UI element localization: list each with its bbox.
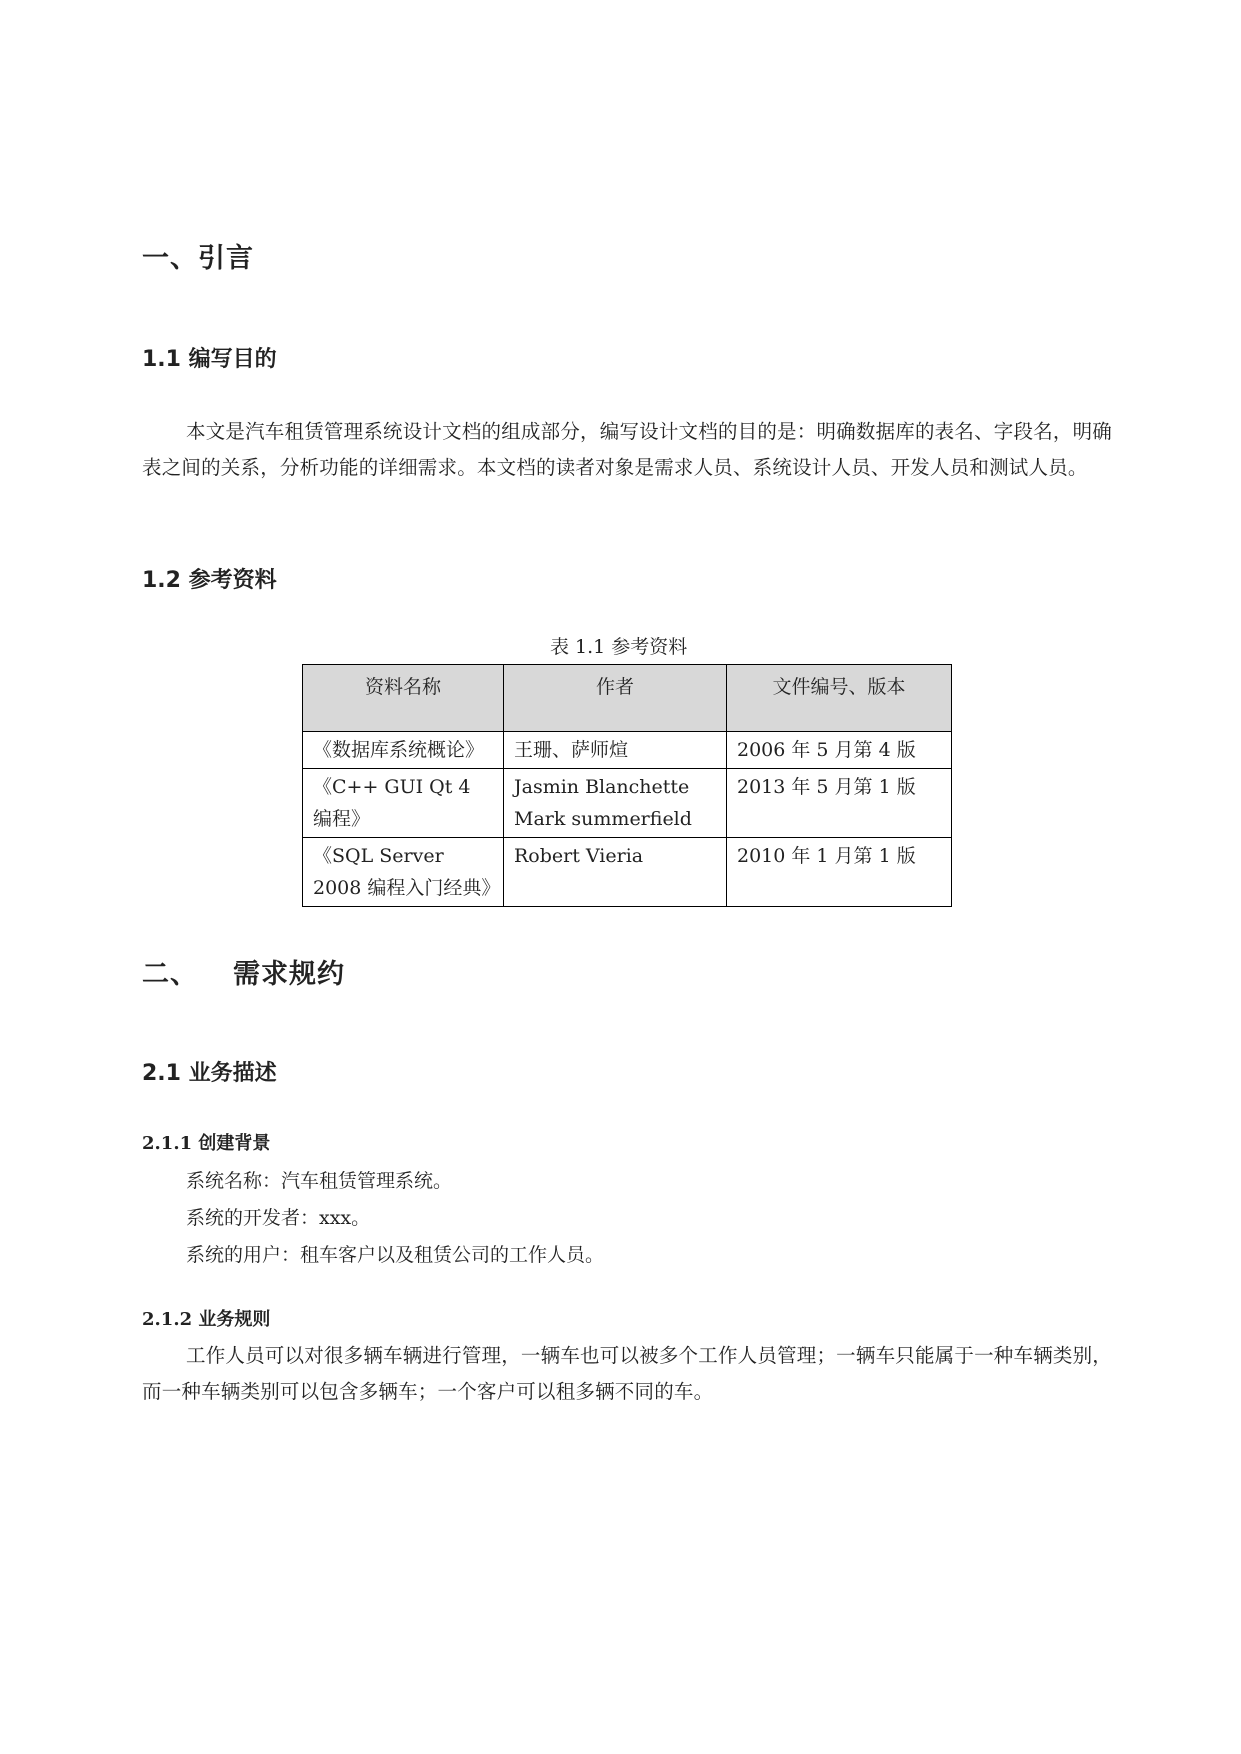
table-cell: 《C++ GUI Qt 4 编程》 (303, 769, 504, 838)
section-1-1-heading: 1.1 编写目的 (142, 347, 277, 372)
table-cell: 王珊、萨师煊 (504, 732, 727, 769)
section-2-heading: 需求规约 (233, 959, 345, 990)
table-cell: 2010 年 1 月第 1 版 (727, 838, 952, 907)
table-row (303, 838, 952, 907)
business-rules-paragraph: 工作人员可以对很多辆车辆进行管理，一辆车也可以被多个工作人员管理；一辆车只能属于一种车辆类别，而一种车辆类别可以包含多辆车；一个客户可以租多辆不同的车。 (142, 1344, 1112, 1403)
header-cell: 资料名称 (303, 665, 504, 732)
table-cell: 《数据库系统概论》 (303, 732, 504, 769)
background-line: 系统名称：汽车租赁管理系统。 (186, 1170, 453, 1192)
table-cell: Robert Vieria (504, 838, 727, 907)
reference-table (302, 664, 952, 907)
background-line: 系统的开发者：xxx。 (186, 1207, 371, 1229)
table-cell: Jasmin Blanchette Mark summerfield (504, 769, 727, 838)
table-row (303, 769, 952, 838)
background-line: 系统的用户：租车客户以及租赁公司的工作人员。 (186, 1244, 605, 1266)
header-cell: 作者 (504, 665, 727, 732)
table-cell: 2006 年 5 月第 4 版 (727, 732, 952, 769)
section-2-1-2-heading: 2.1.2 业务规则 (142, 1309, 271, 1330)
table-cell: 2013 年 5 月第 1 版 (727, 769, 952, 838)
section-1-heading: 一、引言 (142, 243, 254, 274)
table-caption: 表 1.1 参考资料 (550, 636, 688, 658)
section-2-number: 二、 (142, 959, 198, 990)
table-header-row (303, 665, 952, 732)
section-2-1-1-heading: 2.1.1 创建背景 (142, 1133, 271, 1154)
section-2-1-heading: 2.1 业务描述 (142, 1061, 277, 1086)
table-row (303, 732, 952, 769)
purpose-paragraph: 本文是汽车租赁管理系统设计文档的组成部分，编写设计文档的目的是：明确数据库的表名、字段名，明确表之间的关系，分析功能的详细需求。本文档的读者对象是需求人员、系统设计人员、开发人员和测试人员。 (142, 420, 1112, 479)
header-cell: 文件编号、版本 (727, 665, 952, 732)
table-cell: 《SQL Server 2008 编程入门经典》 (303, 838, 504, 907)
section-1-2-heading: 1.2 参考资料 (142, 568, 277, 593)
